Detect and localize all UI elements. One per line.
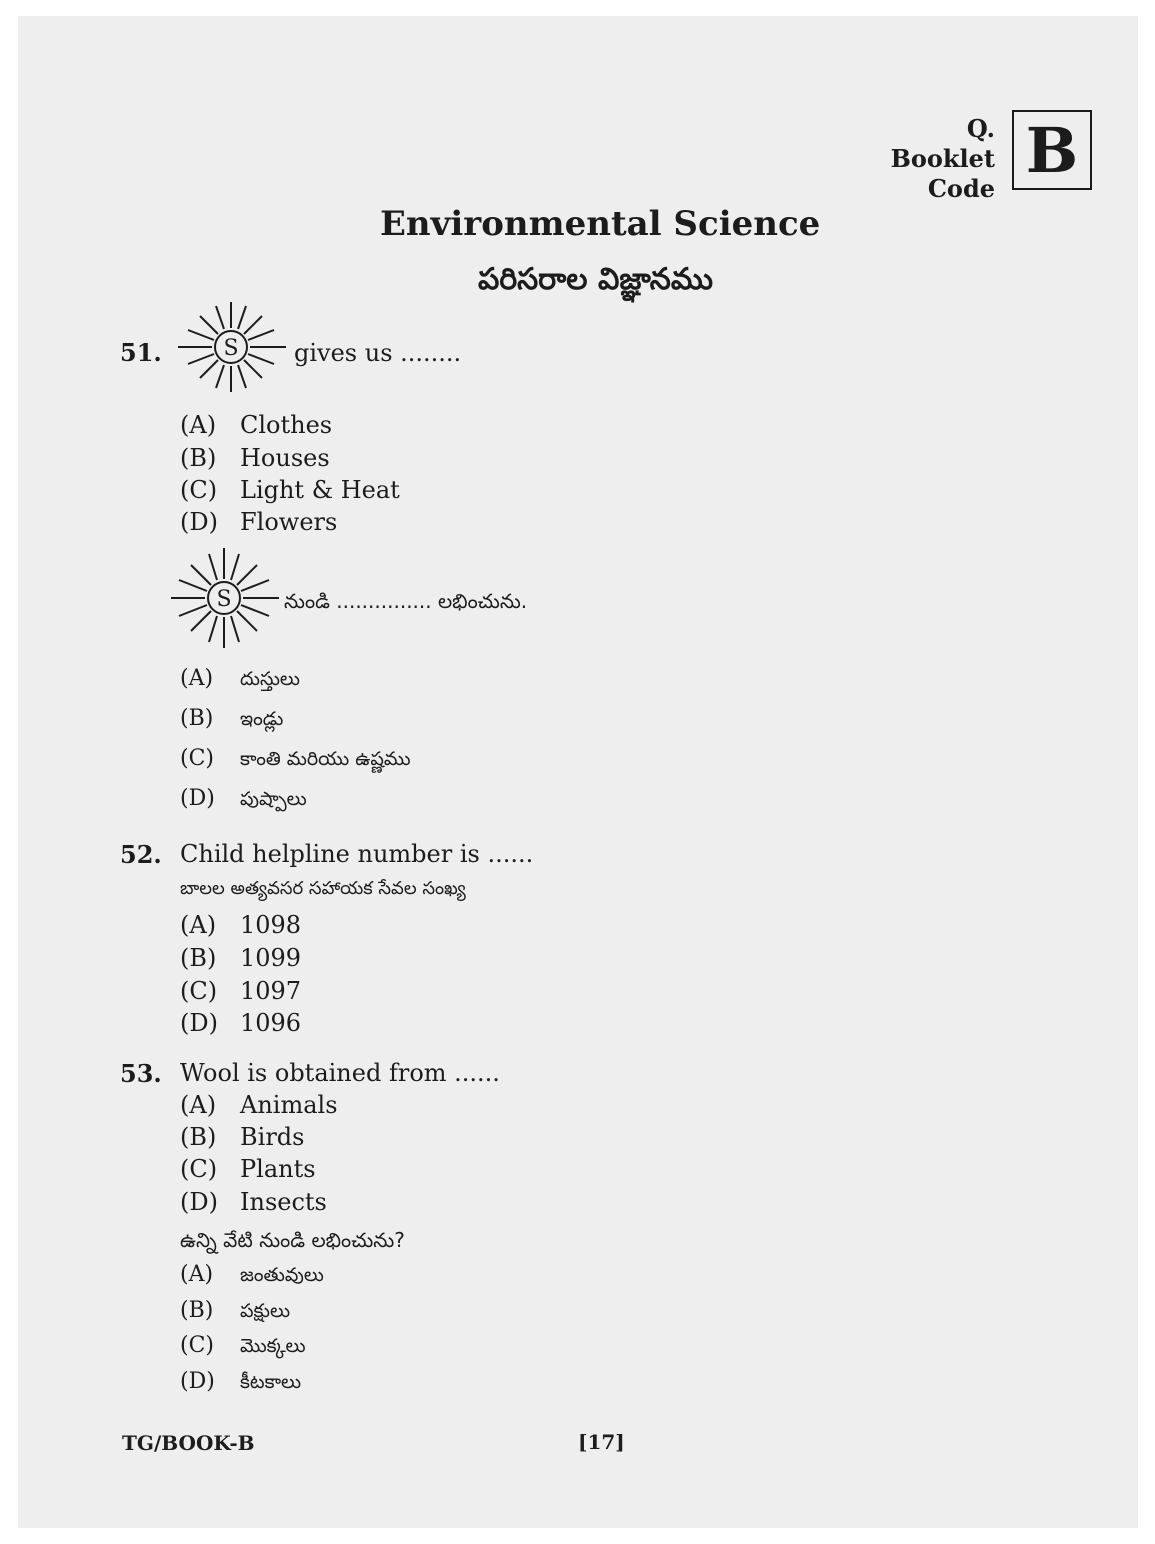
q53-option-c-telugu [180,1333,306,1362]
option-text: Flowers [240,508,338,536]
option-text: Houses [240,444,330,472]
question-51-text: gives us ........ [294,339,462,367]
option-label: (C) [180,746,214,771]
q53-option-a-telugu [180,1262,324,1291]
option-text: Insects [240,1188,327,1216]
option-text: 1096 [240,1009,302,1037]
option-text: Clothes [240,411,333,439]
section-title-english: Environmental Science [380,204,821,244]
q51-option-b-telugu [180,706,283,735]
option-text: Birds [240,1123,305,1151]
question-51-text-telugu: నుండి ............... లభించును. [284,589,528,613]
q51-option-b [180,444,330,472]
question-53-text-telugu: ఉన్ని వేటి నుండి లభించును? [180,1228,405,1252]
q52-option-b [180,944,301,972]
option-text: దుస్తులు [240,668,300,690]
q53-option-c [180,1155,316,1183]
q51-option-a [180,411,332,439]
option-text: 1097 [240,977,302,1005]
q53-option-d-telugu [180,1369,301,1398]
option-text: ఇండ్లు [240,708,284,730]
option-label: (A) [180,666,214,691]
page-number: [17] [578,1430,625,1454]
sun-letter-telugu: S [216,587,232,612]
question-51-number: 51. [120,338,162,367]
option-label: (D) [180,1009,218,1037]
option-text: పక్షులు [240,1300,291,1322]
question-53-text: Wool is obtained from ...... [180,1059,500,1087]
booklet-label-line2: Code [927,174,995,203]
option-label: (C) [180,977,218,1005]
sun-icon [178,302,288,392]
sun-icon-telugu [171,548,281,648]
option-label: (B) [180,1123,217,1151]
option-text: 1099 [240,944,302,972]
option-label: (C) [180,1333,214,1358]
exam-page [18,16,1138,1528]
option-text: కాంతి మరియు ఉష్ణము [240,748,411,770]
q52-option-d [180,1009,301,1037]
option-text: Light & Heat [240,476,400,504]
option-label: (C) [180,476,218,504]
q51-option-d-telugu [180,786,307,815]
option-text: Plants [240,1155,316,1183]
booklet-label-line1: Q. Booklet [890,114,995,173]
option-label: (A) [180,1262,214,1287]
section-title-telugu: పరిసరాల విజ్ఞానము [478,262,713,297]
booklet-code-box: B [1012,110,1092,190]
option-label: (D) [180,508,218,536]
question-52-text-telugu: బాలల అత్యవసర సహాయక సేవల సంఖ్య [180,878,466,899]
option-label: (A) [180,1091,217,1119]
option-label: (D) [180,1369,215,1394]
option-text: మొక్కలు [240,1335,306,1357]
q53-option-b-telugu [180,1298,290,1327]
option-text: పుష్పాలు [240,788,307,810]
option-label: (A) [180,911,217,939]
q53-option-a [180,1091,338,1119]
booklet-code-label [855,114,995,204]
option-text: Animals [240,1091,338,1119]
option-text: జంతువులు [240,1264,324,1286]
option-label: (B) [180,706,214,731]
question-53-number: 53. [120,1059,162,1088]
option-label: (B) [180,1298,214,1323]
q53-option-b [180,1123,304,1151]
question-52-number: 52. [120,840,162,869]
q52-option-c [180,977,301,1005]
option-label: (D) [180,1188,218,1216]
option-text: 1098 [240,911,302,939]
footer-booklet-code: TG/BOOK-B [122,1431,255,1455]
question-52-text: Child helpline number is ...... [180,840,534,868]
q52-option-a [180,911,301,939]
option-label: (C) [180,1155,218,1183]
option-label: (A) [180,411,217,439]
sun-letter: S [223,336,239,361]
option-label: (D) [180,786,215,811]
q51-option-d [180,508,337,536]
option-label: (B) [180,944,217,972]
q51-option-a-telugu [180,666,300,695]
option-text: కీటకాలు [240,1371,302,1393]
option-label: (B) [180,444,217,472]
q51-option-c-telugu [180,746,411,775]
q51-option-c [180,476,400,504]
q53-option-d [180,1188,327,1216]
